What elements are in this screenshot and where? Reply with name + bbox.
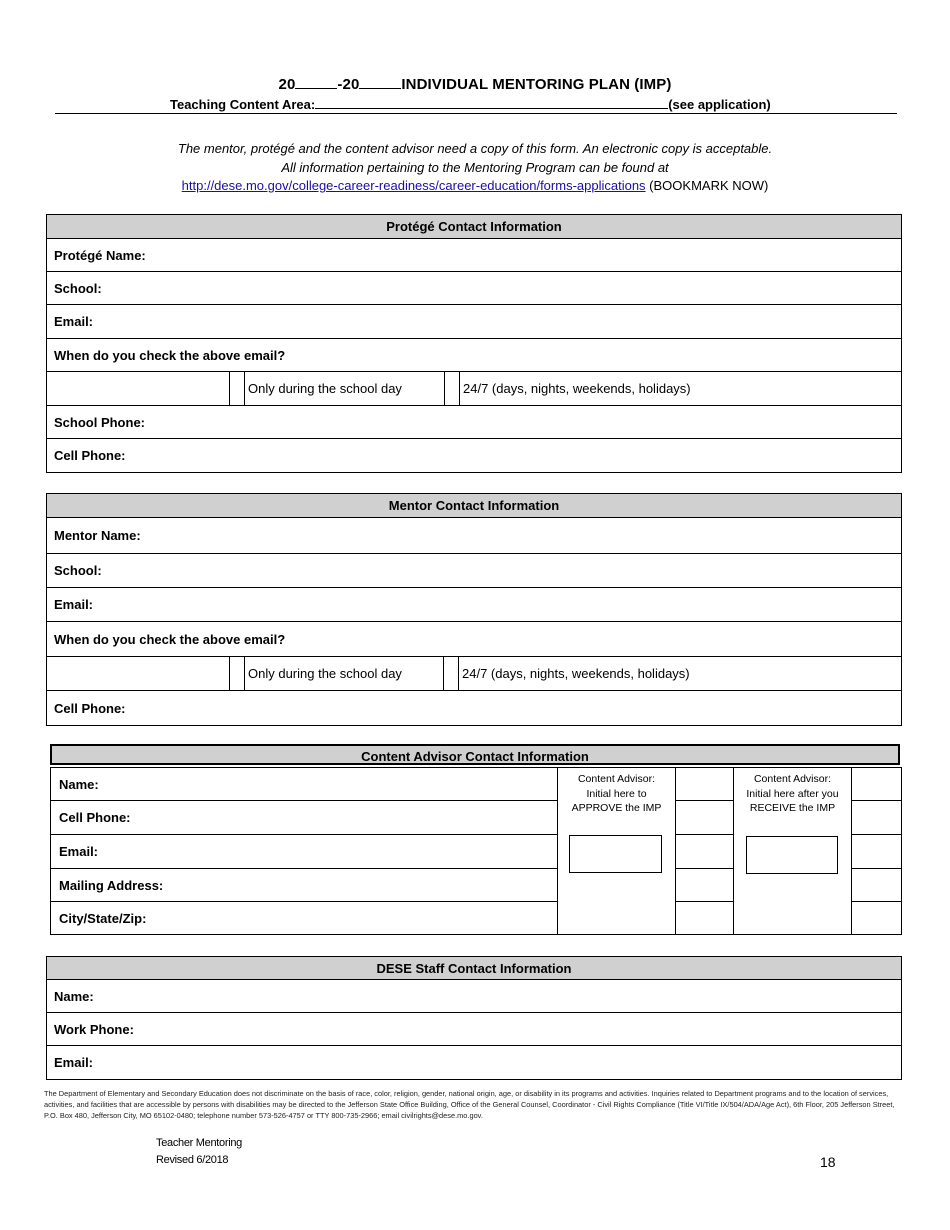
receive-initial-row1[interactable] xyxy=(851,767,902,801)
page-number: 18 xyxy=(820,1154,836,1170)
advisor-email-field[interactable]: Email: xyxy=(50,834,558,869)
mentor-email-field[interactable]: Email: xyxy=(47,588,902,622)
content-area-suffix: (see application) xyxy=(668,97,771,112)
advisor-name-field[interactable]: Name: xyxy=(50,767,558,801)
protege-email-field[interactable]: Email: xyxy=(47,305,902,339)
mentor-cell-phone-field[interactable]: Cell Phone: xyxy=(47,691,902,726)
mentor-email-question: When do you check the above email? xyxy=(47,622,902,657)
advisor-header: Content Advisor Contact Information xyxy=(50,744,900,765)
approve-initial-row5[interactable] xyxy=(675,901,734,935)
dese-work-phone-field[interactable]: Work Phone: xyxy=(47,1013,902,1046)
protege-name-field[interactable]: Protégé Name: xyxy=(47,239,902,272)
notice-line1: The mentor, protégé and the content advisor need a copy of this form. An electronic copy is acceptable. xyxy=(177,141,773,156)
protege-school-day-label: Only during the school day xyxy=(245,372,445,406)
approve-initial-row4[interactable] xyxy=(675,868,734,902)
mentor-school-field[interactable]: School: xyxy=(47,554,902,588)
form-title xyxy=(0,74,950,93)
mentor-contact-table xyxy=(46,493,902,726)
header-rule xyxy=(55,113,897,114)
year-end-blank[interactable] xyxy=(359,74,401,89)
protege-contact-table xyxy=(46,214,902,473)
mentor-header: Mentor Contact Information xyxy=(47,494,902,518)
content-area-blank[interactable] xyxy=(315,96,668,109)
receive-initial-row3[interactable] xyxy=(851,834,902,869)
footer-revised: Revised 6/2018 xyxy=(156,1154,229,1166)
dese-header: DESE Staff Contact Information xyxy=(47,957,902,980)
advisor-city-state-zip-field[interactable]: City/State/Zip: xyxy=(50,901,558,935)
footer-program: Teacher Mentoring xyxy=(156,1137,243,1149)
mentor-school-day-checkbox[interactable] xyxy=(230,657,245,691)
mentor-school-day-label: Only during the school day xyxy=(245,657,444,691)
mentor-email-blank[interactable] xyxy=(47,657,230,691)
year-mid: -20 xyxy=(337,76,360,93)
dese-email-field[interactable]: Email: xyxy=(47,1046,902,1080)
year-start-blank[interactable] xyxy=(295,74,337,89)
approve-initial-row2[interactable] xyxy=(675,800,734,835)
content-area-label: Teaching Content Area: xyxy=(170,97,316,112)
approve-initial-row3[interactable] xyxy=(675,834,734,869)
notice xyxy=(0,140,950,196)
protege-school-field[interactable]: School: xyxy=(47,272,902,305)
protege-email-question: When do you check the above email? xyxy=(47,339,902,372)
notice-line2: All information pertaining to the Mentoring Program can be found at xyxy=(281,159,669,175)
protege-email-blank[interactable] xyxy=(47,372,230,406)
protege-header: Protégé Contact Information xyxy=(47,215,902,239)
receive-initial-row2[interactable] xyxy=(851,800,902,835)
dese-name-field[interactable]: Name: xyxy=(47,980,902,1013)
mentor-name-field[interactable]: Mentor Name: xyxy=(47,518,902,554)
receive-initial-row4[interactable] xyxy=(851,868,902,902)
footer-program-info xyxy=(156,1135,242,1169)
year-prefix: 20 xyxy=(278,76,296,93)
protege-247-label: 24/7 (days, nights, weekends, holidays) xyxy=(460,372,902,406)
dese-staff-table xyxy=(46,956,902,1080)
bookmark-note: (BOOKMARK NOW) xyxy=(645,178,769,193)
advisor-mailing-address-field[interactable]: Mailing Address: xyxy=(50,868,558,902)
approve-instructions: Content Advisor: Initial here to APPROVE the IMP xyxy=(571,773,662,814)
receive-initial-row5[interactable] xyxy=(851,901,902,935)
receive-instructions: Content Advisor: Initial here after you RECEIVE the IMP xyxy=(746,773,839,814)
protege-247-checkbox[interactable] xyxy=(445,372,460,406)
mentor-247-label: 24/7 (days, nights, weekends, holidays) xyxy=(459,657,902,691)
protege-school-day-checkbox[interactable] xyxy=(230,372,245,406)
mentor-247-checkbox[interactable] xyxy=(444,657,459,691)
advisor-cell-phone-field[interactable]: Cell Phone: xyxy=(50,800,558,835)
approve-initial-row1[interactable] xyxy=(675,767,734,801)
teaching-content-area xyxy=(170,96,771,112)
nondiscrimination-disclaimer: The Department of Elementary and Secondary Education does not discriminate on the basis of race, color, religion, gender, national origin, age, or disability in its programs and activities. Inquiries related to Department programs and to the location of services, activities, and facilities that are accessible by persons with disabilities may be directed to the Jefferson State Office Building, Office of the General Counsel, Coordinator - Civil Rights Compliance (Title VI/Title IX/504/ADA/Age Act), 6th Floor, 205 Jefferson Street, P.O. Box 480, Jefferson City, MO 65102-0480; telephone number 573-526-4757 or TTY 800-735-2966; email civilrights@dese.mo.gov. xyxy=(44,1089,895,1120)
forms-link[interactable]: http://dese.mo.gov/college-career-readiness/career-education/forms-applications xyxy=(181,178,646,193)
approve-initial-box[interactable] xyxy=(569,835,662,873)
content-advisor-section xyxy=(50,744,902,934)
receive-initial-box[interactable] xyxy=(746,836,838,874)
title-text: INDIVIDUAL MENTORING PLAN (IMP) xyxy=(401,76,672,93)
protege-cell-phone-field[interactable]: Cell Phone: xyxy=(47,439,902,473)
protege-school-phone-field[interactable]: School Phone: xyxy=(47,406,902,439)
